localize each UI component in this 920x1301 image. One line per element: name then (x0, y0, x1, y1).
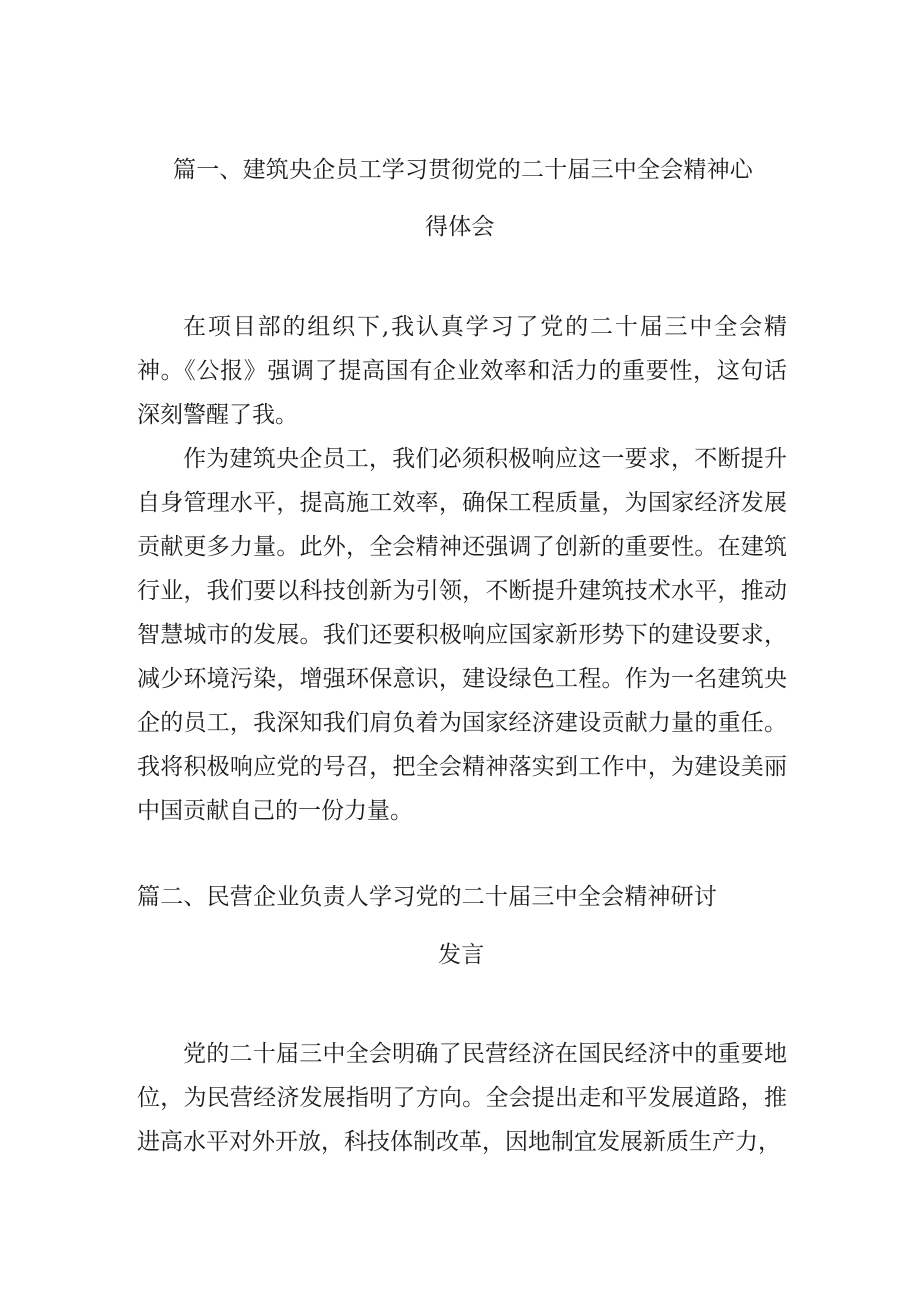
section1-paragraph-2: 作为建筑央企员工，我们必须积极响应这一要求，不断提升自身管理水平，提高施工效率，确保工程质量，为国家经济发展贡献更多力量。此外，全会精神还强调了创新的重要性。在建筑行业，我们要以科技创新为引领，不断提升建筑技术水平，推动智慧城市的发展。我们还要积极响应国家新形势下的建设要求，减少环境污染，增强环保意识，建设绿色工程。作为一名建筑央企的员工，我深知我们肩负着为国家经济建设贡献力量的重任。我将积极响应党的号召，把全会精神落实到工作中，为建设美丽中国贡献自己的一份力量。 (137, 446, 787, 824)
section2-paragraph-1: 党的二十届三中全会明确了民营经济在国民经济中的重要地位，为民营经济发展指明了方向。全会提出走和平发展道路，推进高水平对外开放，科技体制改革，因地制宜发展新质生产力， (137, 1041, 787, 1155)
section1-title-line2: 得体会 (425, 214, 495, 240)
section2-title-line1: 篇二、民营企业负责人学习党的二十届三中全会精神研讨 (137, 884, 717, 910)
section2-title-line2: 发言 (438, 942, 485, 968)
section2-body (137, 1032, 787, 1164)
section1-paragraph-1: 在项目部的组织下,我认真学习了党的二十届三中全会精神。《公报》强调了提高国有企业效率和活力的重要性，这句话深刻警醒了我。 (137, 314, 787, 428)
section1-title-line1: 篇一、建筑央企员工学习贯彻党的二十届三中全会精神心 (173, 157, 753, 183)
section1-body (137, 305, 787, 833)
